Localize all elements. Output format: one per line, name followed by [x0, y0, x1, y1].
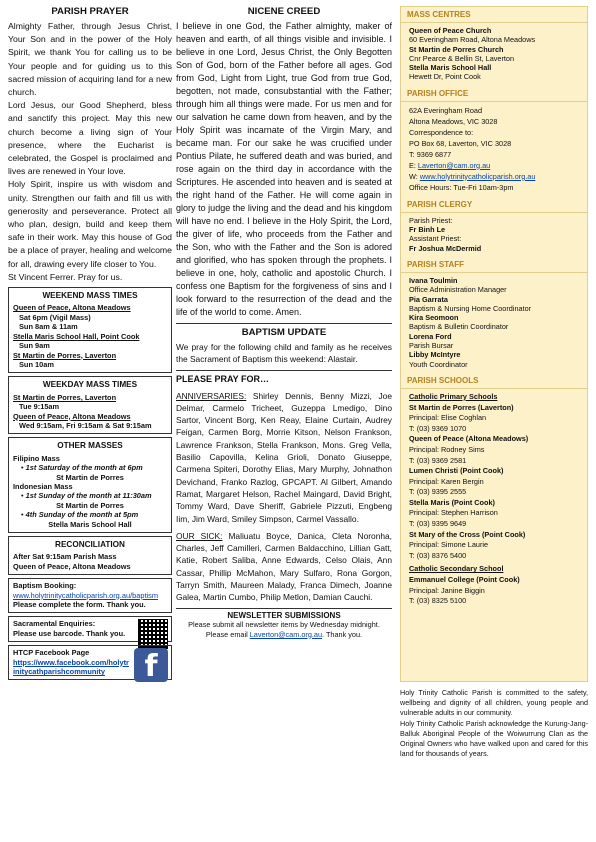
weekday-mass-box [8, 376, 172, 434]
staff-role: Baptism & Bulletin Coordinator [409, 322, 509, 332]
staff-name: Kira Seomoon [409, 313, 459, 323]
middle-column [176, 0, 392, 639]
sick-label: OUR SICK: [176, 530, 223, 541]
baptism-update-text: We pray for the following child and family as he receives the Sacrament of Baptism this weekend: Alastair. [176, 342, 392, 365]
schools-subheading: Catholic Secondary School [409, 564, 504, 574]
anniversaries-label: ANNIVERSARIES: [176, 390, 247, 401]
parish-office-details [401, 102, 587, 197]
reconciliation-box [8, 536, 172, 575]
mass-place: St Martin de Porres [56, 472, 124, 482]
school-name: Lumen Christi (Point Cook) [409, 466, 504, 476]
creed-title: NICENE CREED [247, 6, 321, 17]
school-principal: Principal: Simone Laurie [409, 540, 489, 550]
safeguarding-statement: Holy Trinity Catholic Parish is committed to the safety, wellbeing and dignity of all children, young people and vulnerable adults in our community. [400, 688, 588, 718]
staff-role: Baptism & Nursing Home Coordinator [409, 303, 532, 313]
creed-text: I believe in one God, the Father almighty, maker of heaven and earth, of all things visible and invisible. I believe in one Lord, Jesus Christ, the Only Begotten Son of God, born of the Father before all ages. God from God, Light from Light, true God from true God, begotten, not made, consubstantial with the Father; through him all things were made. For us men and for our salvation he came down from heaven, and by the Holy Spirit was incarnate of the Virgin Mary, and became man. For our sake he was crucified under Pontius Pilate, he suffered death and was buried, and rose again on the third day in accordance with the Scriptures. He ascended into heaven and is seated at the right hand of the Father. He will come again in glory to judge the living and the dead and his kingdom will have no end. I believe in the Holy Spirit, the Lord, the giver of life, who proceeds from the Father and the Son, who with the Father and the Son is adored and glorified, who has spoken through the prophets. I believe in one, holy, catholic and apostolic Church. I confess one Baptism for the forgiveness of sins and I look forward to the resurrection of the dead and the life of the world to come. Amen. [176, 21, 392, 317]
facebook-icon[interactable]: f [134, 648, 168, 682]
prayer-paragraph: Almighty Father, through Jesus Christ, Your Son and in the power of the Holy Spirit, we thank You for calling us to be Your people and for guiding us to this sacred mission of acquiring land for a new church. [8, 21, 172, 98]
school-phone: T: (03) 8376 5400 [409, 550, 467, 560]
clergy-role: Assistant Priest: [409, 234, 462, 244]
staff-name: Libby McIntyre [409, 350, 461, 360]
mass-centres-list [401, 23, 587, 86]
sick-names: Maliuatu Boyce, Danica, Cleta Noronha, Charles, Jeff Camilleri, Carmen Baldacchino, Lillian Gatt, Katie, Robert Saliba, Anne Edwards, Celso Olais, Ann Cassar, Phillip McMahon, Mary Sulfaro, Rona Gorgon, Tarryn Smith, Maureen Malady, Franca Dimech, Joanne Galea, Martin Cumbo, Philip Metlon, Damian Cauchi. [176, 530, 393, 603]
school-phone: T: (03) 8325 5100 [409, 596, 467, 606]
school-principal: Principal: Rodney Sims [409, 444, 485, 454]
office-hours: Office Hours: Tue-Fri 10am-3pm [409, 182, 514, 192]
office-line: Correspondence to: [409, 127, 474, 137]
mass-bullet: • 1st Sunday of the month at 11:30am [21, 491, 152, 501]
baptism-update-title: BAPTISM UPDATE [241, 327, 327, 338]
centre-name: St Martin de Porres Church [409, 44, 504, 54]
school-principal: Principal: Karen Bergin [409, 476, 484, 486]
school-principal: Principal: Stephen Harrison [409, 508, 498, 518]
mass-centres-heading: MASS CENTRES [401, 7, 587, 23]
office-email: E: Laverton@cam.org.au [409, 160, 491, 170]
divider [176, 323, 392, 324]
left-column [8, 0, 172, 685]
school-name: St Mary of the Cross (Point Cook) [409, 529, 526, 539]
centre-address: Hewett Dr, Point Cook [409, 72, 481, 82]
school-phone: T: (03) 9395 9649 [409, 519, 467, 529]
school-phone: T: (03) 9395 2555 [409, 487, 467, 497]
weekend-mass-box [8, 287, 172, 373]
school-principal: Principal: Janine Biggin [409, 585, 485, 595]
centre-name: Stella Maris School Hall [409, 63, 492, 73]
mass-bullet: • 4th Sunday of the month at 5pm [21, 510, 139, 520]
baptism-booking-link[interactable]: www.holytrinitycatholicparish.org.au/baptism [13, 590, 159, 600]
reconciliation-line: Queen of Peace, Altona Meadows [13, 561, 131, 571]
weekend-location: St Martin de Porres, Laverton [13, 350, 117, 360]
other-masses-box [8, 437, 172, 533]
facebook-link[interactable]: https://www.facebook.com/holytrinitycathparishcommunity [13, 657, 129, 677]
anniversaries-text [176, 390, 392, 525]
divider [176, 370, 392, 371]
parish-staff-heading: PARISH STAFF [401, 257, 587, 273]
parish-schools-heading: PARISH SCHOOLS [401, 373, 587, 389]
newsletter-box [176, 608, 392, 640]
weekday-time: Tue 9:15am [19, 402, 60, 412]
office-line: PO Box 68, Laverton, VIC 3028 [409, 138, 512, 148]
clergy-role: Parish Priest: [409, 215, 453, 225]
office-line: Altona Meadows, VIC 3028 [409, 116, 498, 126]
facebook-box [8, 645, 172, 685]
mass-place: St Martin de Porres [56, 500, 124, 510]
office-line: 62A Everingham Road [409, 105, 483, 115]
sick-text [176, 530, 392, 604]
mass-place: Stella Maris School Hall [48, 519, 132, 529]
newsletter-email-link[interactable]: Laverton@cam.org.au [249, 629, 323, 639]
mass-group-heading: Filipino Mass [13, 453, 60, 463]
weekend-location: Queen of Peace, Altona Meadows [13, 303, 131, 313]
info-sidebar [400, 6, 588, 682]
weekend-time: Sun 8am & 11am [19, 322, 78, 332]
prayer-title: PARISH PRAYER [51, 6, 129, 17]
sacramental-line: Sacramental Enquiries: [13, 619, 96, 629]
centre-address: 60 Everingham Road, Altona Meadows [409, 35, 536, 45]
acknowledgement-of-country: Holy Trinity Catholic Parish acknowledge the Kurung-Jang-Balluk Aboriginal People of the Woiwurrung Clan as the Original Owners who have walked upon and cared for this land for thousands of years. [400, 718, 588, 759]
parish-footer [400, 688, 588, 759]
newsletter-line: Please submit all newsletter items by Wednesday midnight. [188, 620, 380, 630]
facebook-title: HTCP Facebook Page [13, 648, 90, 658]
weekend-title: WEEKEND MASS TIMES [42, 291, 138, 301]
office-website: W: www.holytrinitycatholicparish.org.au [409, 171, 536, 181]
parish-clergy-list [401, 213, 587, 257]
newsletter-title: NEWSLETTER SUBMISSIONS [227, 610, 341, 620]
anniversaries-names: Shirley Dennis, Benny Mizzi, Joe Delmar, Carmelo Tricheet, Guzeppa Lmedigo, Dino Sartor, Vincent Borg, Ken Reay, Elaine Curtain, Audrey Feigan, Carmen Borg, Morrie Kitson, Nelson Frankson, Lawrence Frankson, Stella Frankson, Mons. Greg Vella, Basilio Capovilla, Kelina Grioli, Donato Giuseppe, Carmena Spiteri, Dorothy Elias, Mary Murphy, Johnathon Devichand, Franko Razlog, GPCAPT. Al Gilbert, Amando Ramat, Margaret Helson, Rachel Maingard, David Bright, Tommy Ward, Dave Sheriff, Gabriele Pizzuti, Engbeng Iim, Jim Ward, Smiley Simpson, Carmel Vassallo. [176, 390, 392, 524]
mass-bullet: • 1st Saturday of the month at 6pm [21, 463, 143, 473]
reconciliation-title: RECONCILIATION [55, 540, 125, 549]
school-principal: Principal: Elise Coghlan [409, 413, 487, 423]
staff-role: Youth Coordinator [409, 359, 468, 369]
school-phone: T: (03) 9369 1070 [409, 423, 467, 433]
weekend-location: Stella Maris School Hall, Point Cook [13, 331, 140, 341]
mass-group-heading: Indonesian Mass [13, 481, 73, 491]
prayer-paragraph: Holy Spirit, inspire us with wisdom and unity. Strengthen our faith and fill us with generosity and perseverance. Protect all who plan, design, build and keep them safe in their work. May this house of God be a place of prayer, healing and welcome for all, drawing every life closer to You. [8, 179, 172, 269]
schools-subheading: Catholic Primary Schools [409, 391, 498, 401]
weekend-time: Sun 10am [19, 359, 54, 369]
clergy-name: Fr Joshua McDermid [409, 243, 482, 253]
school-name: Emmanuel College (Point Cook) [409, 575, 520, 585]
weekday-title: WEEKDAY MASS TIMES [42, 380, 138, 390]
office-phone: T: 9369 6877 [409, 149, 452, 159]
parish-schools-list [401, 389, 587, 611]
centre-address: Cnr Pearce & Bellin St, Laverton [409, 53, 515, 63]
staff-role: Parish Bursar [409, 341, 454, 351]
prayer-signoff: St Vincent Ferrer. Pray for us. [8, 271, 123, 282]
reconciliation-line: After Sat 9:15am Parish Mass [13, 552, 117, 562]
baptism-booking-note: Please complete the form. Thank you. [13, 600, 146, 610]
weekday-location: Queen of Peace, Altona Meadows [13, 411, 131, 421]
office-email-link[interactable]: Laverton@cam.org.au [417, 160, 491, 170]
school-name: St Martin de Porres (Laverton) [409, 402, 514, 412]
weekday-location: St Martin de Porres, Laverton [13, 392, 117, 402]
weekend-time: Sun 9am [19, 341, 50, 351]
clergy-name: Fr Binh Le [409, 225, 446, 235]
weekday-time: Wed 9:15am, Fri 9:15am & Sat 9:15am [19, 420, 152, 430]
sacramental-box [8, 616, 172, 642]
other-masses-title: OTHER MASSES [57, 441, 123, 451]
parish-office-heading: PARISH OFFICE [401, 86, 587, 102]
staff-role: Office Administration Manager [409, 285, 507, 295]
centre-name: Queen of Peace Church [409, 26, 492, 35]
newsletter-line: Please email Laverton@cam.org.au. Thank you. [205, 629, 363, 639]
staff-name: Lorena Ford [409, 331, 452, 341]
parish-clergy-heading: PARISH CLERGY [401, 197, 587, 213]
staff-name: Pia Garrata [409, 294, 448, 304]
office-website-link[interactable]: www.holytrinitycatholicparish.org.au [419, 171, 536, 181]
parish-staff-list [401, 273, 587, 373]
school-name: Queen of Peace (Altona Meadows) [409, 434, 529, 444]
pray-title: PLEASE PRAY FOR… [176, 373, 270, 384]
prayer-paragraph: Lord Jesus, our Good Shepherd, bless and sanctify this project. May this new church become a living sign of Your presence, where the Eucharist is celebrated, the Gospel is proclaimed and lives are renewed in Your love. [8, 100, 172, 177]
weekend-time: Sat 6pm (Vigil Mass) [19, 312, 91, 322]
baptism-booking-box [8, 578, 172, 613]
prayer-text [8, 20, 172, 284]
school-phone: T: (03) 9369 2581 [409, 455, 467, 465]
staff-name: Ivana Toulmin [409, 275, 458, 285]
baptism-booking-title: Baptism Booking: [13, 581, 77, 591]
school-name: Stella Maris (Point Cook) [409, 497, 495, 507]
sacramental-line: Please use barcode. Thank you. [13, 628, 126, 638]
